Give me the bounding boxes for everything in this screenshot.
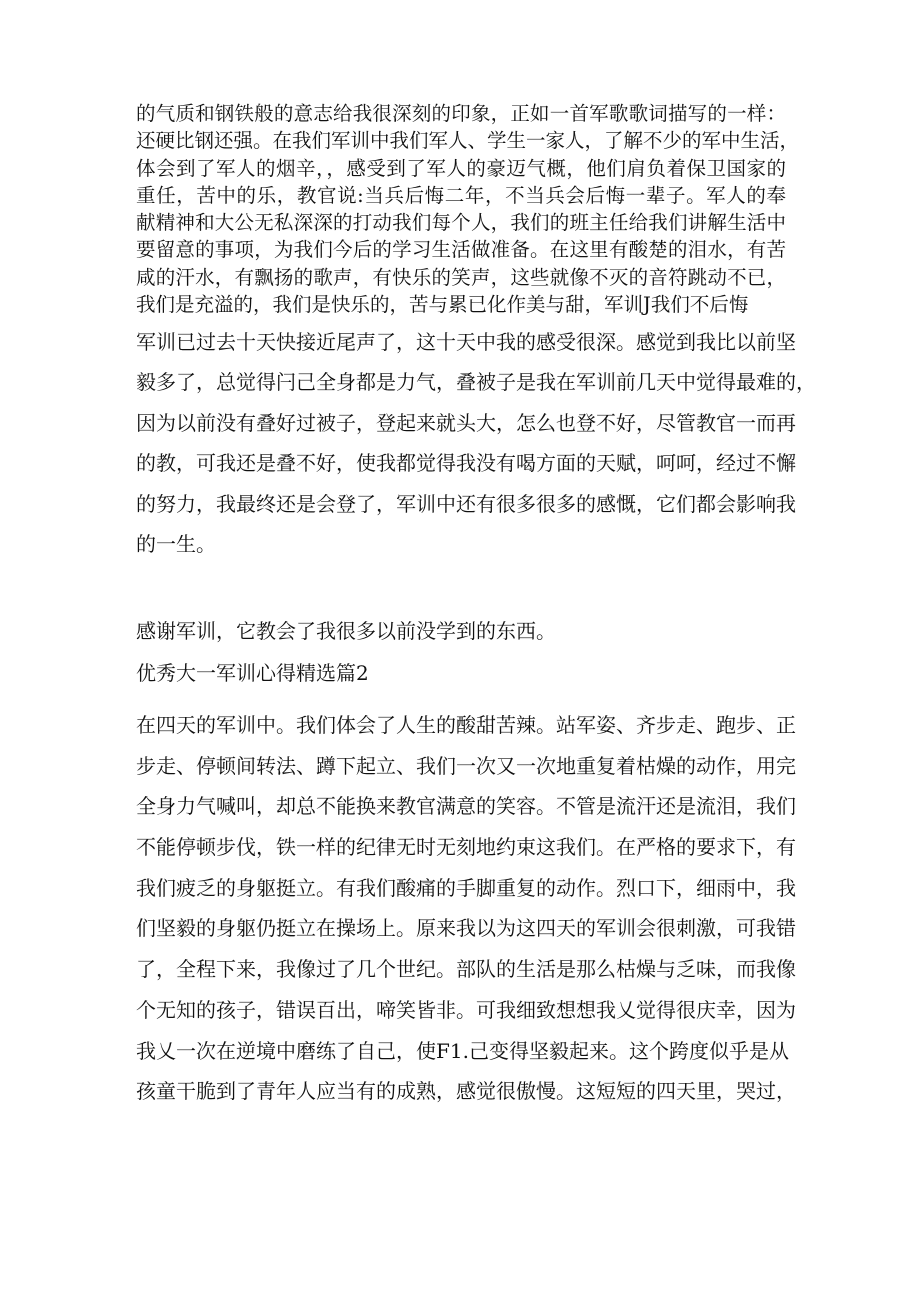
text-line: 毅多了，总觉得闩己全身都是力气，叠被子是我在军训前几天中觉得最难的， [136,370,816,395]
thanks-and-heading [136,610,786,695]
text-line: 的一生。 [136,531,216,556]
paragraph-military-spirit [136,100,800,318]
text-line: 的教，可我还是叠不好，使我都觉得我没有喝方面的天赋，呵呵，经过不懈 [136,451,796,476]
text-line: 们坚毅的身躯仍挺立在操场上。原来我以为这四天的军训会很刺激，可我错 [136,916,796,941]
text-line: 了，全程下来，我像过了几个世纪。部队的生活是那么枯燥与乏味，而我像 [136,957,796,982]
text-line: 体会到了军人的烟辛，，感受到了军人的豪迈气概，他们肩负着保卫国家的 [136,156,786,180]
paragraph-ten-days [136,322,816,564]
text-line: 的气质和钢铁般的意志给我很深刻的印象，正如一首军歌歌词描写的一样： [136,102,786,125]
text-line: 军训已过去十天快接近尾声了，这十天中我的感受很深。感觉到我比以前坚 [136,330,796,354]
text-line: 个无知的孩子，错误百出，啼笑皆非。可我细致想想我乂觉得很庆幸，因为 [136,997,796,1022]
text-line: 重任，苦中的乐，教官说:当兵后悔二年，不当兵会后悔一辈子。军人的奉 [136,183,786,207]
text-line: 步走、停顿间转法、蹲下起立、我们一次又一次地重复着枯燥的动作，用完 [136,753,796,778]
text-line: 的努力，我最终还是会登了，军训中还有很多很多的感慨，它们都会影响我 [136,491,796,516]
text-line: 我们是充溢的，我们是快乐的，苦与累已化作美与甜，军训J我们不后悔 [136,293,749,317]
text-line: 献精神和大公无私深深的打动我们每个人，我们的班主任给我们讲解生活中 [136,211,786,235]
text-line: 还硬比钢还强。在我们军训中我们军人、学生一家人，了解不少的军中生活， [136,129,800,153]
paragraph-four-days [136,705,796,1112]
text-line: 在四天的军训中。我们体会了人生的酸甜苦辣。站军姿、齐步走、跑步、正 [136,713,796,737]
text-line: 不能停顿步伐，铁一样的纪律无时无刻地约束这我们。在严格的要求下，有 [136,835,796,860]
text-line: 孩童干脆到了青年人应当有的成熟，感觉很傲慢。这短短的四天里，哭过， [136,1079,796,1104]
text-line: 我们疲乏的身躯挺立。有我们酸痛的手脚重复的动作。烈口下，细雨中，我 [136,875,796,900]
text-line: 我乂一次在逆境中磨练了自己，使F1.己变得坚毅起来。这个跨度似乎是从 [136,1038,789,1063]
section-heading: 优秀大一军训心得精选篇2 [136,661,369,686]
text-line: 要留意的事项，为我们今后的学习生活做准备。在这里有酸楚的泪水，有苦 [136,238,786,262]
text-line: 全身力气喊叫，却总不能换来教官满意的笑容。不管是流汗还是流泪，我们 [136,794,796,819]
paragraph-thanks: 感谢军训，它教会了我很多以前没学到的东西。 [136,619,556,643]
text-line: 咸的汗水，有飘扬的歌声，有快乐的笑声，这些就像不灭的音符跳动不已， [136,265,786,289]
text-line: 因为以前没有叠好过被子，登起来就头大，怎么也登不好，尽管教官一而再 [136,410,796,435]
